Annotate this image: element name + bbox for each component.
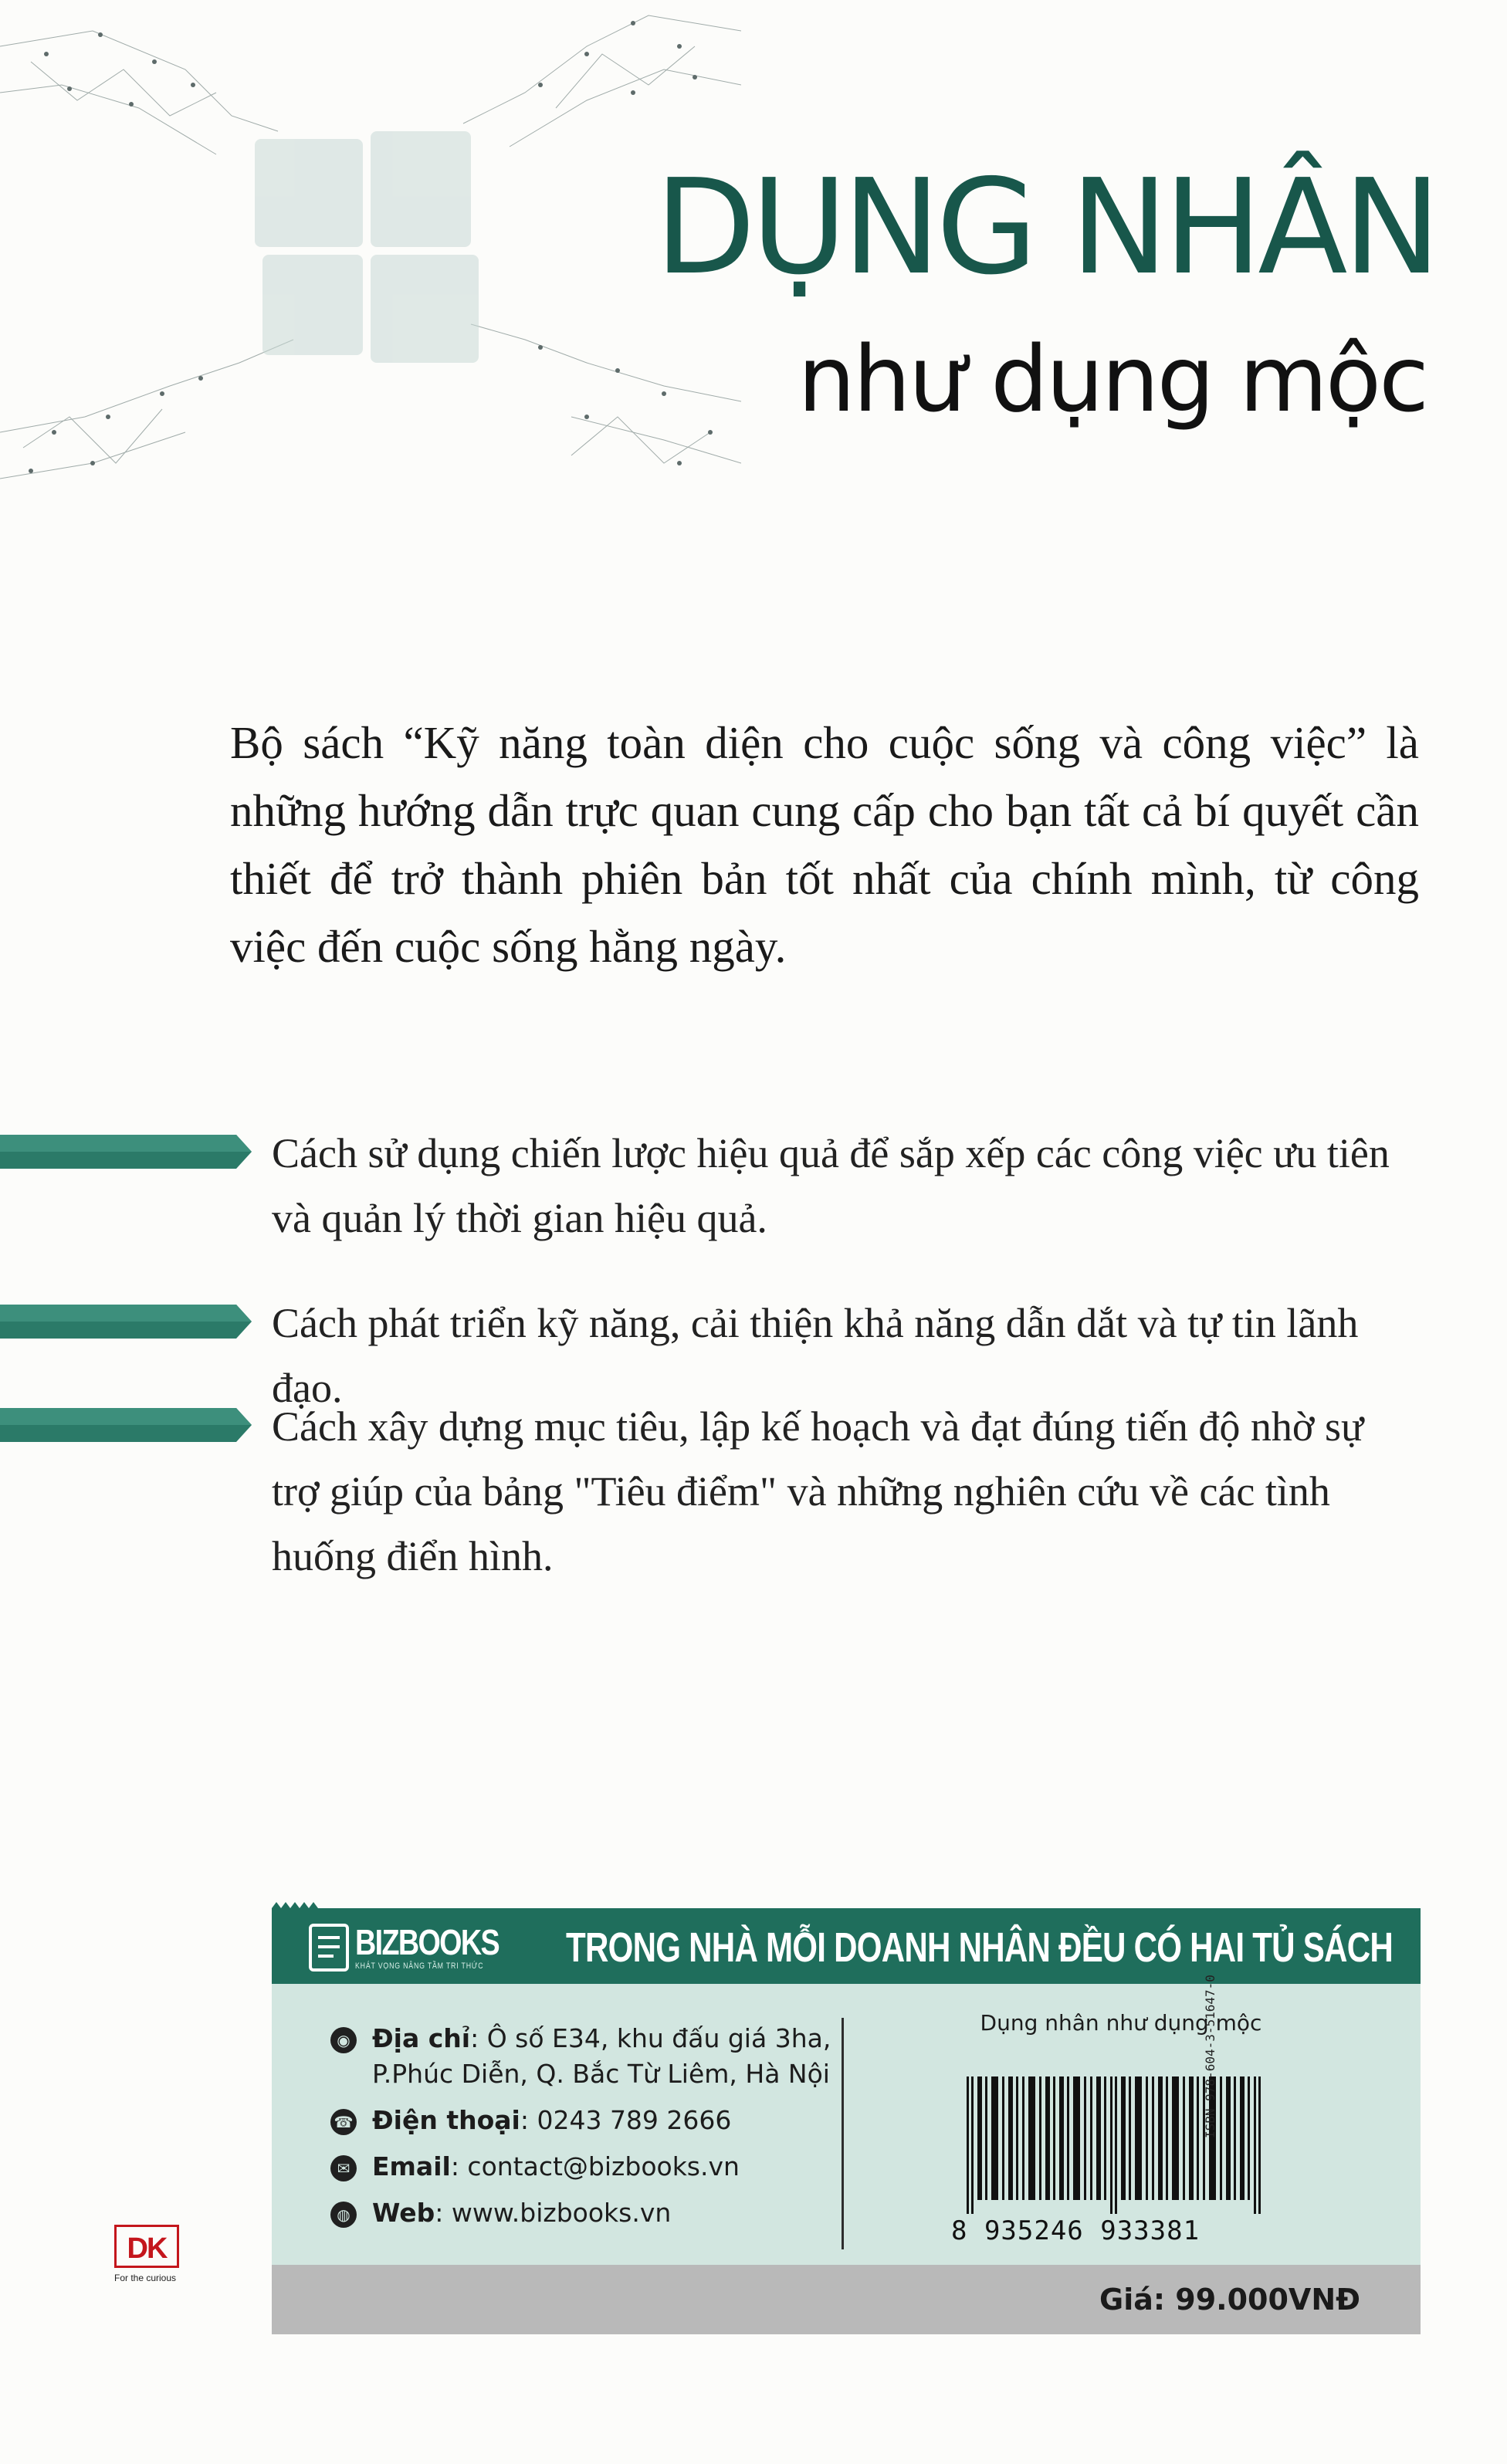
contact-info	[330, 2021, 994, 2242]
address-label: Địa chỉ	[372, 2023, 471, 2053]
publisher-tagline: KHÁT VỌNG NÂNG TẦM TRI THỨC	[355, 1961, 484, 1971]
arrow-bullet-icon	[0, 1405, 255, 1445]
email-value: : contact@bizbooks.vn	[450, 2151, 740, 2181]
web-row	[330, 2195, 994, 2231]
book-subtitle: như dụng mộc	[798, 326, 1427, 432]
email-row	[330, 2149, 994, 2185]
address-line2: P.Phúc Diễn, Q. Bắc Từ Liêm, Hà Nội	[372, 2059, 830, 2089]
web-label: Web	[372, 2198, 435, 2228]
address-value: : Ô số E34, khu đấu giá 3ha,	[470, 2023, 831, 2053]
price-strip	[272, 2265, 1421, 2334]
arrow-bullet-icon	[0, 1301, 255, 1342]
price-label: Giá: 99.000VNĐ	[1099, 2283, 1360, 2317]
bizbooks-book-icon	[309, 1924, 349, 1972]
location-pin-icon: ◉	[330, 2027, 357, 2053]
web-value: : www.bizbooks.vn	[435, 2198, 672, 2228]
bullet-text: Cách xây dựng mục tiêu, lập kế hoạch và đạt đúng tiến độ nhờ sự trợ giúp của bảng "Tiêu điểm" và những nghiên cứu về các tình huống điển hình.	[272, 1403, 1364, 1579]
dk-logo	[114, 2225, 184, 2283]
bizbooks-logo	[309, 1921, 530, 1975]
publisher-info-panel	[272, 1975, 1421, 2265]
email-label: Email	[372, 2151, 451, 2181]
publisher-header	[272, 1902, 1421, 1984]
book-title: DỤNG NHÂN	[655, 151, 1437, 304]
bullet-text: Cách sử dụng chiến lược hiệu quả để sắp xếp các công việc ưu tiên và quản lý thời gian hiệu quả.	[272, 1130, 1390, 1241]
publisher-slogan: TRONG NHÀ MỖI DOANH NHÂN ĐỀU CÓ HAI TỦ SÁCH	[566, 1924, 1393, 1971]
phone-value: : 0243 789 2666	[520, 2105, 732, 2135]
dk-tagline: For the curious	[114, 2273, 177, 2283]
barcode-number: 8 935246 933381	[951, 2215, 1201, 2246]
arrow-bullet-icon	[0, 1132, 255, 1172]
email-icon: ✉	[330, 2155, 357, 2181]
publisher-name: BIZBOOKS	[355, 1922, 499, 1962]
network-hands-illustration	[0, 0, 741, 540]
isbn-text: ISBN 978-604-3-51647-0	[1203, 1975, 1217, 2138]
address-row	[330, 2021, 994, 2092]
zigzag-edge	[272, 1902, 1421, 1908]
bullet-text: Cách phát triển kỹ năng, cải thiện khả năng dẫn dắt và tự tin lãnh đạo.	[272, 1300, 1359, 1411]
barcode-book-title: Dụng nhân như dụng mộc	[980, 2010, 1262, 2036]
phone-icon: ☎	[330, 2109, 357, 2135]
barcode-area	[951, 1975, 1291, 2254]
phone-label: Điện thoại	[372, 2105, 520, 2135]
globe-icon: ◍	[330, 2202, 357, 2228]
barcode-icon	[963, 2076, 1272, 2214]
intro-paragraph: Bộ sách “Kỹ năng toàn diện cho cuộc sống và công việc” là những hướng dẫn trực quan cung cấp cho bạn tất cả bí quyết cần thiết để trở thành phiên bản tốt nhất của chính mình, từ công việc đến cuộc sống hằng ngày.	[230, 717, 1419, 972]
dk-logo-mark: DK	[114, 2225, 179, 2268]
publisher-block	[272, 1902, 1421, 2334]
divider	[842, 2018, 844, 2249]
phone-row	[330, 2103, 994, 2138]
